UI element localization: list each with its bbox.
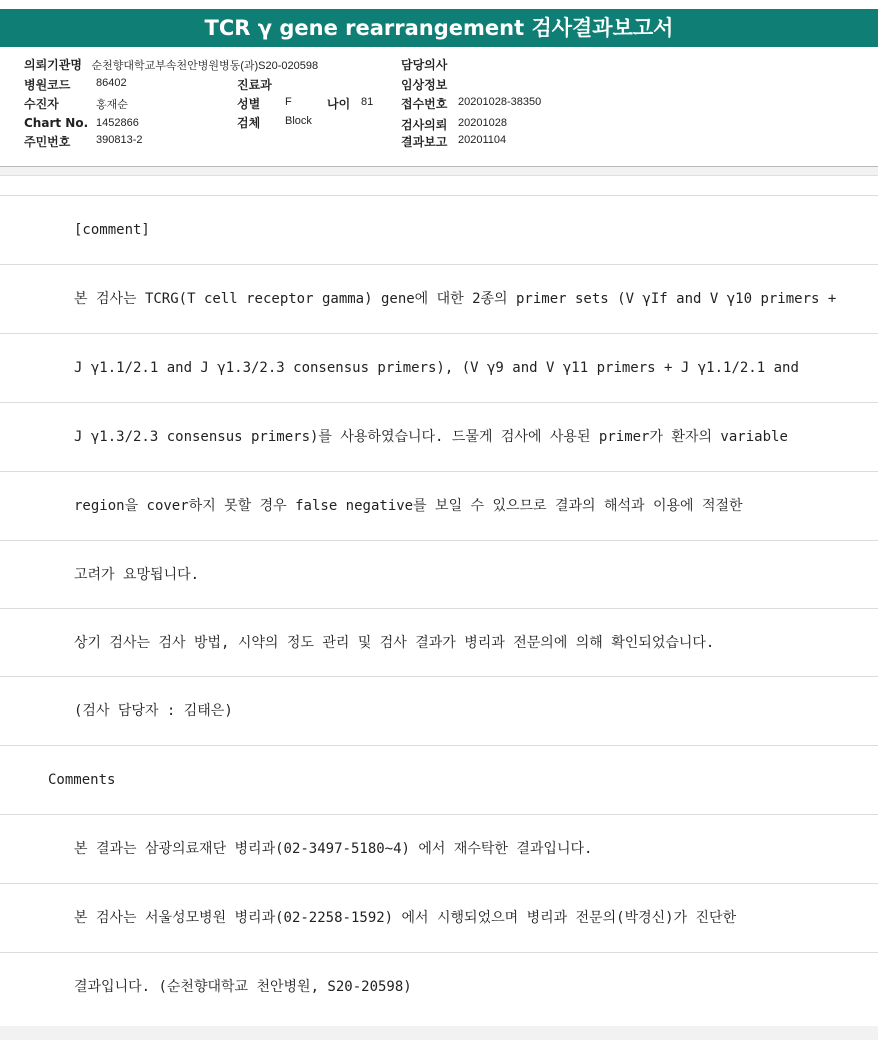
recipient-value: 홍재순 [96,99,128,111]
line-text: 본 결과는 삼광의료재단 병리과(02-3497-5180~4) 에서 재수탁한 결과입니다. [74,841,593,857]
report-line [0,264,878,333]
receipt-no-label: 접수번호 [401,97,448,111]
institution-field [24,56,318,73]
report-line [0,402,878,471]
request-date-value: 20201028 [458,117,507,129]
hospital-code-value: 86402 [96,77,127,89]
line-text: 결과입니다. (순천향대학교 천안병원, S20-20598) [74,979,412,995]
comments-heading-row [0,745,878,814]
department-field [237,76,278,93]
request-date-label: 검사의뢰 [401,118,448,132]
report-line [0,195,878,264]
receipt-no-value: 20201028-38350 [458,96,542,108]
line-text: [comment] [74,222,150,238]
report-header [0,0,878,167]
line-text: (검사 담당자 : 김태은) [74,703,233,719]
resident-no-value: 390813-2 [96,134,143,146]
institution-label: 의뢰기관명 [24,58,82,72]
chart-no-label: Chart No. [24,116,89,130]
age-value: 81 [361,96,374,108]
clinical-info-label: 임상정보 [401,78,448,92]
comments-heading: Comments [48,772,116,788]
report-body [0,175,878,1026]
report-title: TCR γ gene rearrangement 검사결과보고서 [0,9,878,47]
resident-no-label: 주민번호 [24,135,71,149]
recipient-field [24,95,128,112]
sex-value: F [285,96,292,108]
report-line [0,471,878,540]
report-line [0,333,878,402]
hospital-code-label: 병원코드 [24,78,71,92]
line-text: J γ1.1/2.1 and J γ1.3/2.3 consensus primers), (V γ9 and V γ11 primers + J γ1.1/2.1 and [74,360,799,376]
report-line [0,608,878,677]
doctor-field [401,56,453,73]
sex-field [237,95,292,112]
report-date-value: 20201104 [458,134,507,146]
line-text: 고려가 요망됩니다. [74,567,200,583]
recipient-label: 수진자 [24,97,59,111]
chart-no-field [24,116,139,130]
line-text: 본 검사는 서울성모병원 병리과(02-2258-1592) 에서 시행되었으며 병리과 전문의(박경신)가 진단한 [74,910,737,926]
line-text: J γ1.3/2.3 consensus primers)를 사용하였습니다. 드물게 검사에 사용된 primer가 환자의 variable [74,429,788,445]
specimen-label: 검체 [237,116,261,130]
age-label: 나이 [327,97,351,111]
report-date-field [401,133,507,150]
report-line [0,540,878,609]
receipt-no-field [401,95,542,112]
doctor-label: 담당의사 [401,58,448,72]
report-date-label: 결과보고 [401,135,448,149]
specimen-value: Block [285,115,312,127]
report-line [0,952,878,1021]
line-text: 본 검사는 TCRG(T cell receptor gamma) gene에 대한 2종의 primer sets (V γIf and V γ10 primers + [74,291,837,307]
department-label: 진료과 [237,78,272,92]
report-line [0,676,878,745]
report-line [0,883,878,952]
resident-no-field [24,133,143,150]
line-text: region을 cover하지 못할 경우 false negative를 보일 수 있으므로 결과의 해석과 이용에 적절한 [74,498,743,514]
request-date-field [401,116,507,133]
report-line [0,814,878,883]
clinical-info-field [401,76,453,93]
chart-no-value: 1452866 [96,117,139,129]
line-text: 상기 검사는 검사 방법, 시약의 정도 관리 및 검사 결과가 병리과 전문의에 의해 확인되었습니다. [74,635,715,651]
specimen-field [237,114,312,131]
sex-label: 성별 [237,97,261,111]
age-field [327,95,374,112]
institution-value: 순천향대학교부속천안병원병동(과)S20-020598 [91,60,319,72]
hospital-code-field [24,76,127,93]
